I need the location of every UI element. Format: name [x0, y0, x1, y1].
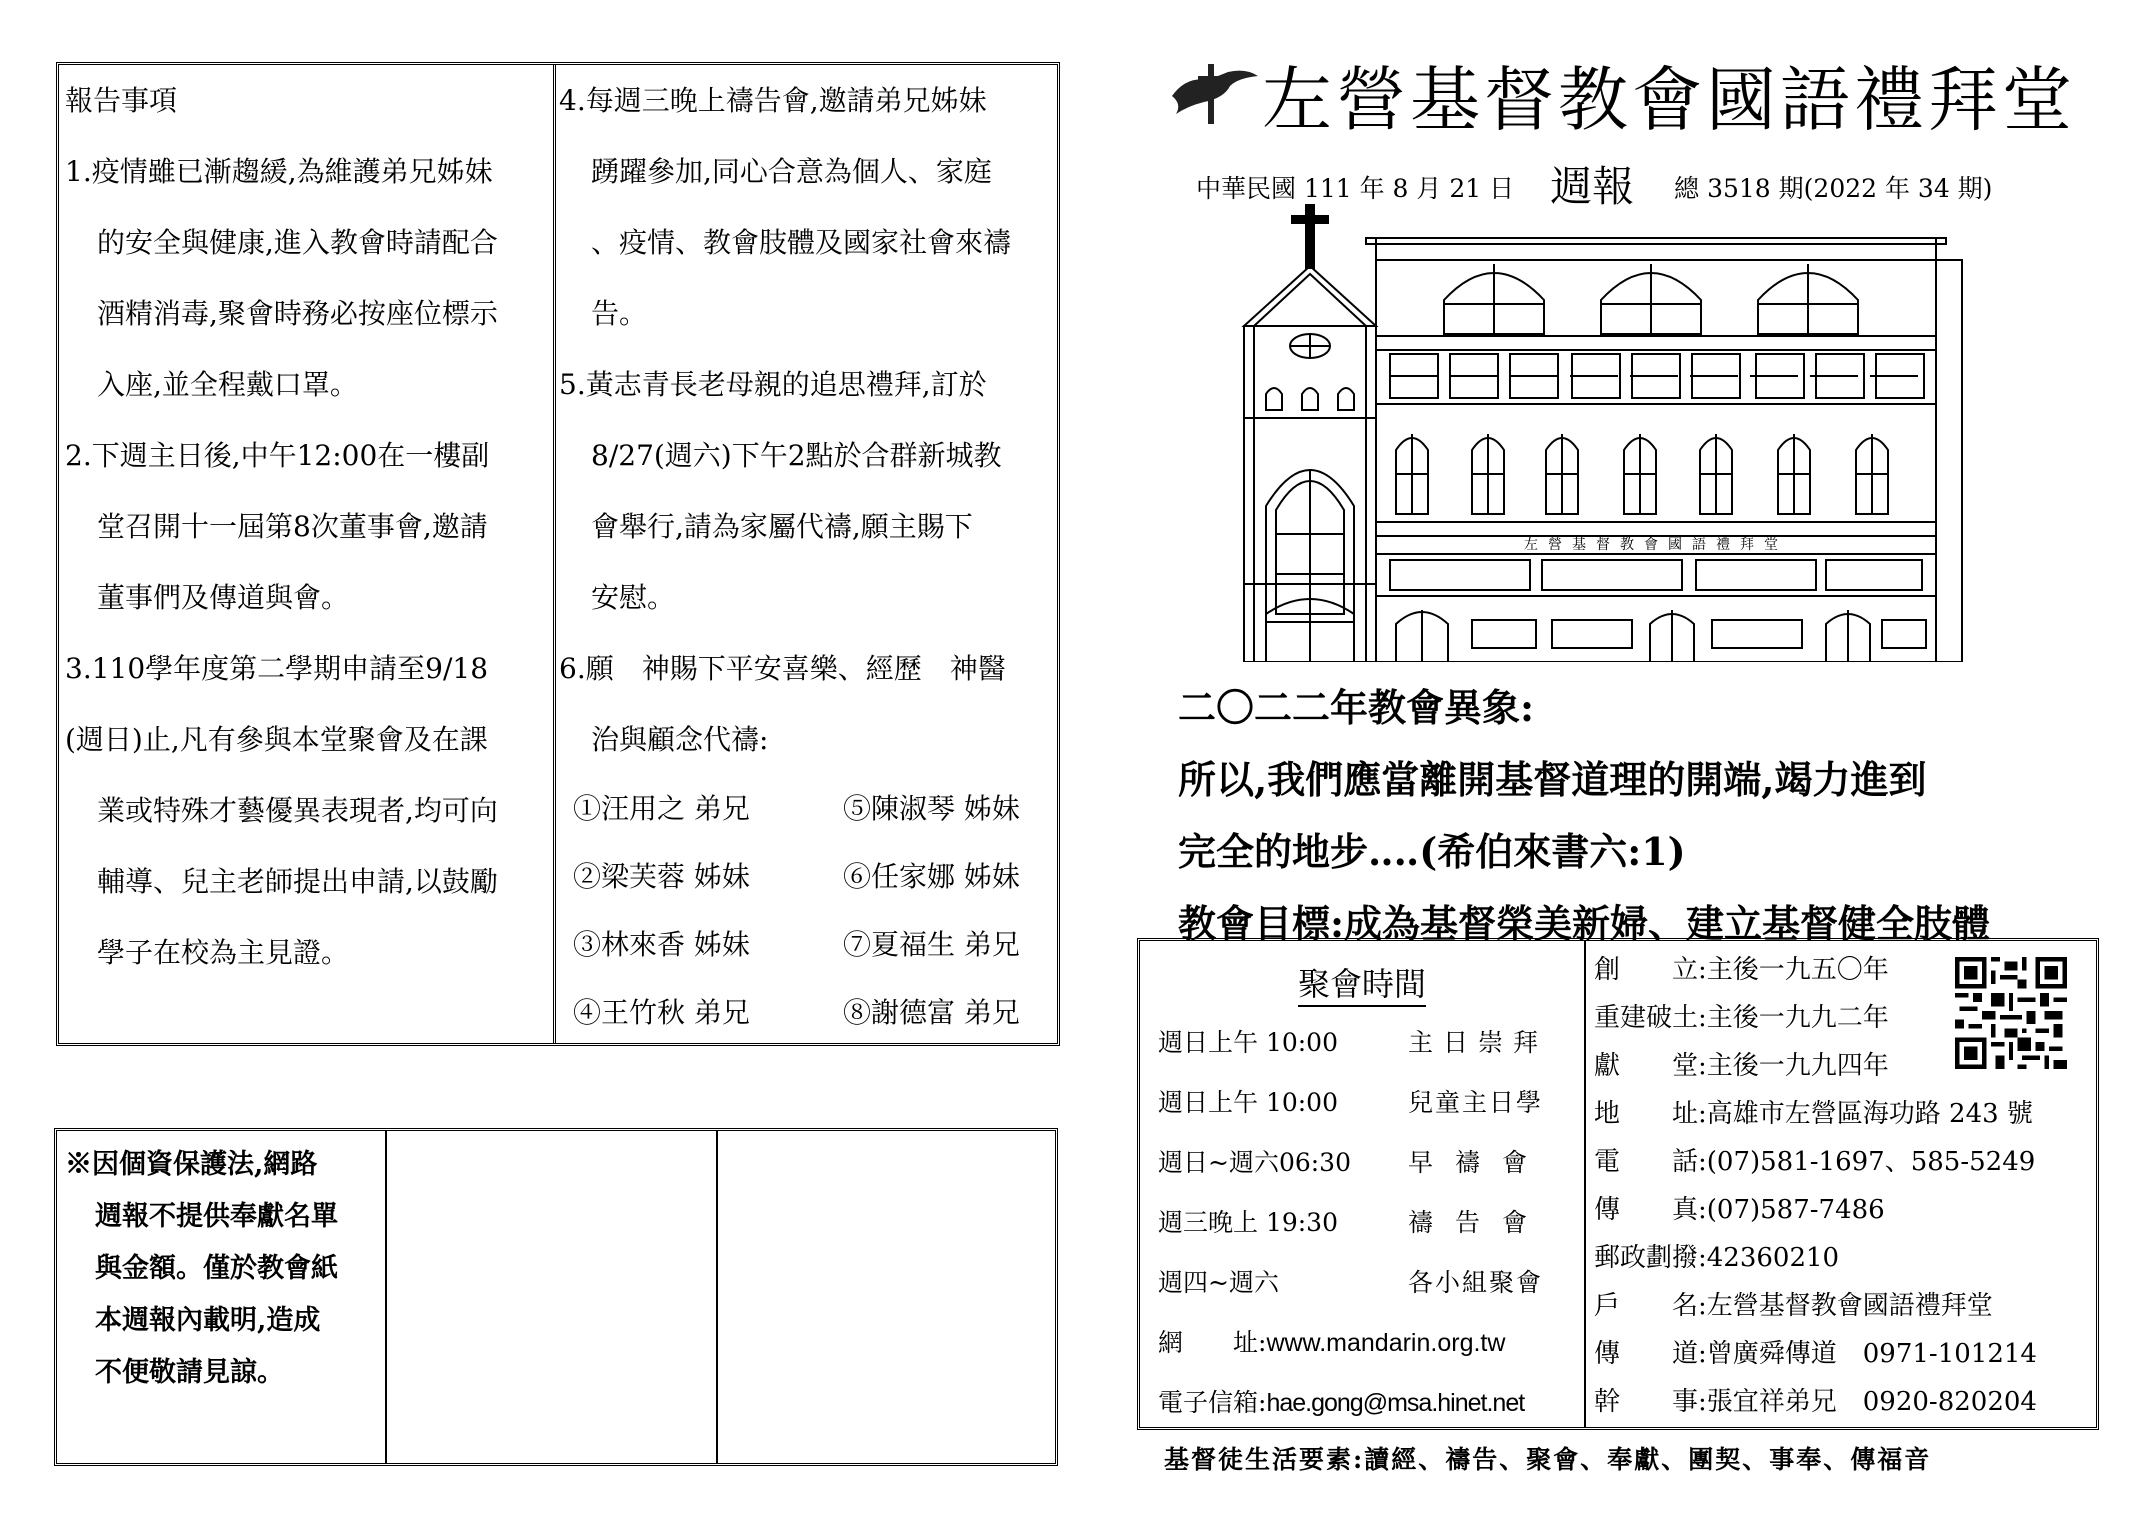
announcement-line: 輔導、兒主老師提出申請,以鼓勵 — [97, 865, 498, 898]
announcement-line: 踴躍參加,同心合意為個人、家庭 — [591, 155, 992, 188]
announcement-line: 2.下週主日後,中午12:00在一樓副 — [65, 439, 490, 472]
notice-line: 週報不提供奉獻名單 — [95, 1201, 338, 1232]
info-row: 傳 真:(07)587-7486 — [1594, 1195, 1885, 1225]
vision-verse: 所以,我們應當離開基督道理的開端,竭力進到 — [1178, 757, 1927, 802]
meeting-row: 週日上午 10:00 兒童主日學 — [1158, 1088, 1544, 1117]
prayer-item: ⑧謝德富 弟兄 — [843, 996, 1020, 1029]
announcement-line: 3.110學年度第二學期申請至9/18 — [65, 652, 489, 685]
weekly-title: 週報 — [1550, 162, 1635, 211]
prayer-item: ⑤陳淑琴 姊妹 — [843, 792, 1020, 825]
info-row: 電 話:(07)581-1697、585-5249 — [1594, 1147, 2036, 1177]
announcement-line: 酒精消毒,聚會時務必按座位標示 — [97, 297, 498, 330]
announcement-line: 1.疫情雖已漸趨緩,為維護弟兄姊妹 — [65, 155, 493, 188]
announcements-right-column — [559, 65, 1059, 1047]
announcement-line: 的安全與健康,進入教會時請配合 — [97, 226, 498, 259]
info-row: 戶 名:左營基督教會國語禮拜堂 — [1594, 1291, 1993, 1321]
announcement-line: 告。 — [591, 297, 648, 330]
notice-line: 與金額。僅於教會紙 — [95, 1253, 338, 1284]
announcements-left-column — [65, 65, 551, 988]
website-link[interactable]: www.mandarin.org.tw — [1266, 1329, 1506, 1357]
issue-date: 中華民國 111 年 8 月 21 日 — [1196, 174, 1515, 203]
info-row: 郵政劃撥:42360210 — [1594, 1243, 1840, 1273]
email-link[interactable]: hae.gong@msa.hinet.net — [1266, 1389, 1525, 1417]
announcement-line: 、疫情、教會肢體及國家社會來禱 — [591, 226, 1012, 259]
vision-heading: 二〇二二年教會異象: — [1178, 685, 1535, 730]
announcement-line: 會舉行,請為家屬代禱,願主賜下 — [591, 510, 973, 543]
meeting-row: 週日~週六06:30 早禱會 — [1158, 1148, 1550, 1177]
column-divider — [716, 1131, 718, 1463]
announcements-box — [56, 62, 1060, 1046]
announcement-line: 8/27(週六)下午2點於合群新城教 — [591, 439, 1002, 472]
email-row: 電子信箱:hae.gong@msa.hinet.net — [1158, 1388, 1525, 1417]
meeting-row: 週日上午 10:00 主日崇拜 — [1158, 1028, 1549, 1057]
church-vision — [1178, 672, 1990, 960]
column-divider — [385, 1131, 387, 1463]
prayer-item: ②梁芙蓉 姊妹 — [573, 860, 750, 893]
prayer-item: ⑦夏福生 弟兄 — [843, 928, 1020, 961]
notice-line: 不便敬請見諒。 — [95, 1357, 284, 1388]
announcement-line: 入座,並全程戴口罩。 — [97, 368, 358, 401]
column-divider — [1584, 941, 1586, 1427]
offering-box — [54, 1128, 1058, 1466]
announcement-line: 堂召開十一屆第8次董事會,邀請 — [97, 510, 488, 543]
prayer-list — [559, 775, 1059, 1047]
info-row: 地 址:高雄市左營區海功路 243 號 — [1594, 1099, 2033, 1129]
info-row: 創 立:主後一九五〇年 — [1594, 955, 1889, 985]
announcement-line: 6.願 神賜下平安喜樂、經歷 神醫 — [559, 652, 1006, 685]
qr-code-icon[interactable] — [1955, 957, 2067, 1069]
announcement-line: 業或特殊才藝優異表現者,均可向 — [97, 794, 498, 827]
announcement-line: 5.黃志青長老母親的追思禮拜,訂於 — [559, 368, 987, 401]
meeting-row: 週三晚上 19:30 禱告會 — [1158, 1208, 1550, 1237]
christian-life-motto: 基督徒生活要素:讀經、禱告、聚會、奉獻、團契、事奉、傳福音 — [1164, 1445, 1932, 1474]
church-name: 左營基督教會國語禮拜堂 — [1262, 59, 2076, 141]
building-sign: 左營基督教會國語禮拜堂 — [1524, 537, 1788, 553]
announcements-title: 報告事項 — [65, 84, 178, 117]
info-row: 傳 道:曾廣舜傳道 0971-101214 — [1594, 1339, 2037, 1369]
issue-number: 總 3518 期(2022 年 34 期) — [1674, 174, 1993, 203]
info-row: 獻 堂:主後一九九四年 — [1594, 1051, 1889, 1081]
meeting-times-title: 聚會時間 — [1140, 959, 1584, 1005]
church-goal: 教會目標:成為基督榮美新婦、建立基督健全肢體 — [1178, 901, 1991, 946]
announcement-line: (週日)止,凡有參與本堂聚會及在課 — [65, 723, 488, 756]
website-row: 網 址:www.mandarin.org.tw — [1158, 1328, 1506, 1357]
column-divider — [553, 65, 556, 1043]
dateline — [1196, 150, 1992, 210]
info-row: 重建破土:主後一九九二年 — [1594, 1003, 1889, 1033]
announcement-line: 安慰。 — [591, 581, 676, 614]
church-building-illustration — [1226, 204, 1976, 662]
prayer-item: ①汪用之 弟兄 — [573, 792, 750, 825]
notice-line: 本週報內載明,造成 — [95, 1305, 321, 1336]
notice-line: ※因個資保護法,網路 — [65, 1149, 318, 1180]
announcement-line: 學子在校為主見證。 — [97, 936, 350, 969]
announcement-line: 董事們及傳道與會。 — [97, 581, 350, 614]
announcement-line: 治與顧念代禱: — [591, 723, 769, 756]
announcement-line: 4.每週三晚上禱告會,邀請弟兄姊妹 — [559, 84, 987, 117]
prayer-item: ⑥任家娜 姊妹 — [843, 860, 1020, 893]
meeting-row: 週四~週六 各小組聚會 — [1158, 1268, 1544, 1297]
privacy-notice — [65, 1139, 381, 1399]
prayer-item: ④王竹秋 弟兄 — [573, 996, 750, 1029]
prayer-item: ③林來香 姊妹 — [573, 928, 750, 961]
info-row: 幹 事:張宜祥弟兄 0920-820204 — [1594, 1387, 2037, 1417]
church-logo-icon — [1168, 62, 1260, 126]
vision-verse: 完全的地步‥‥(希伯來書六:1) — [1178, 829, 1686, 874]
